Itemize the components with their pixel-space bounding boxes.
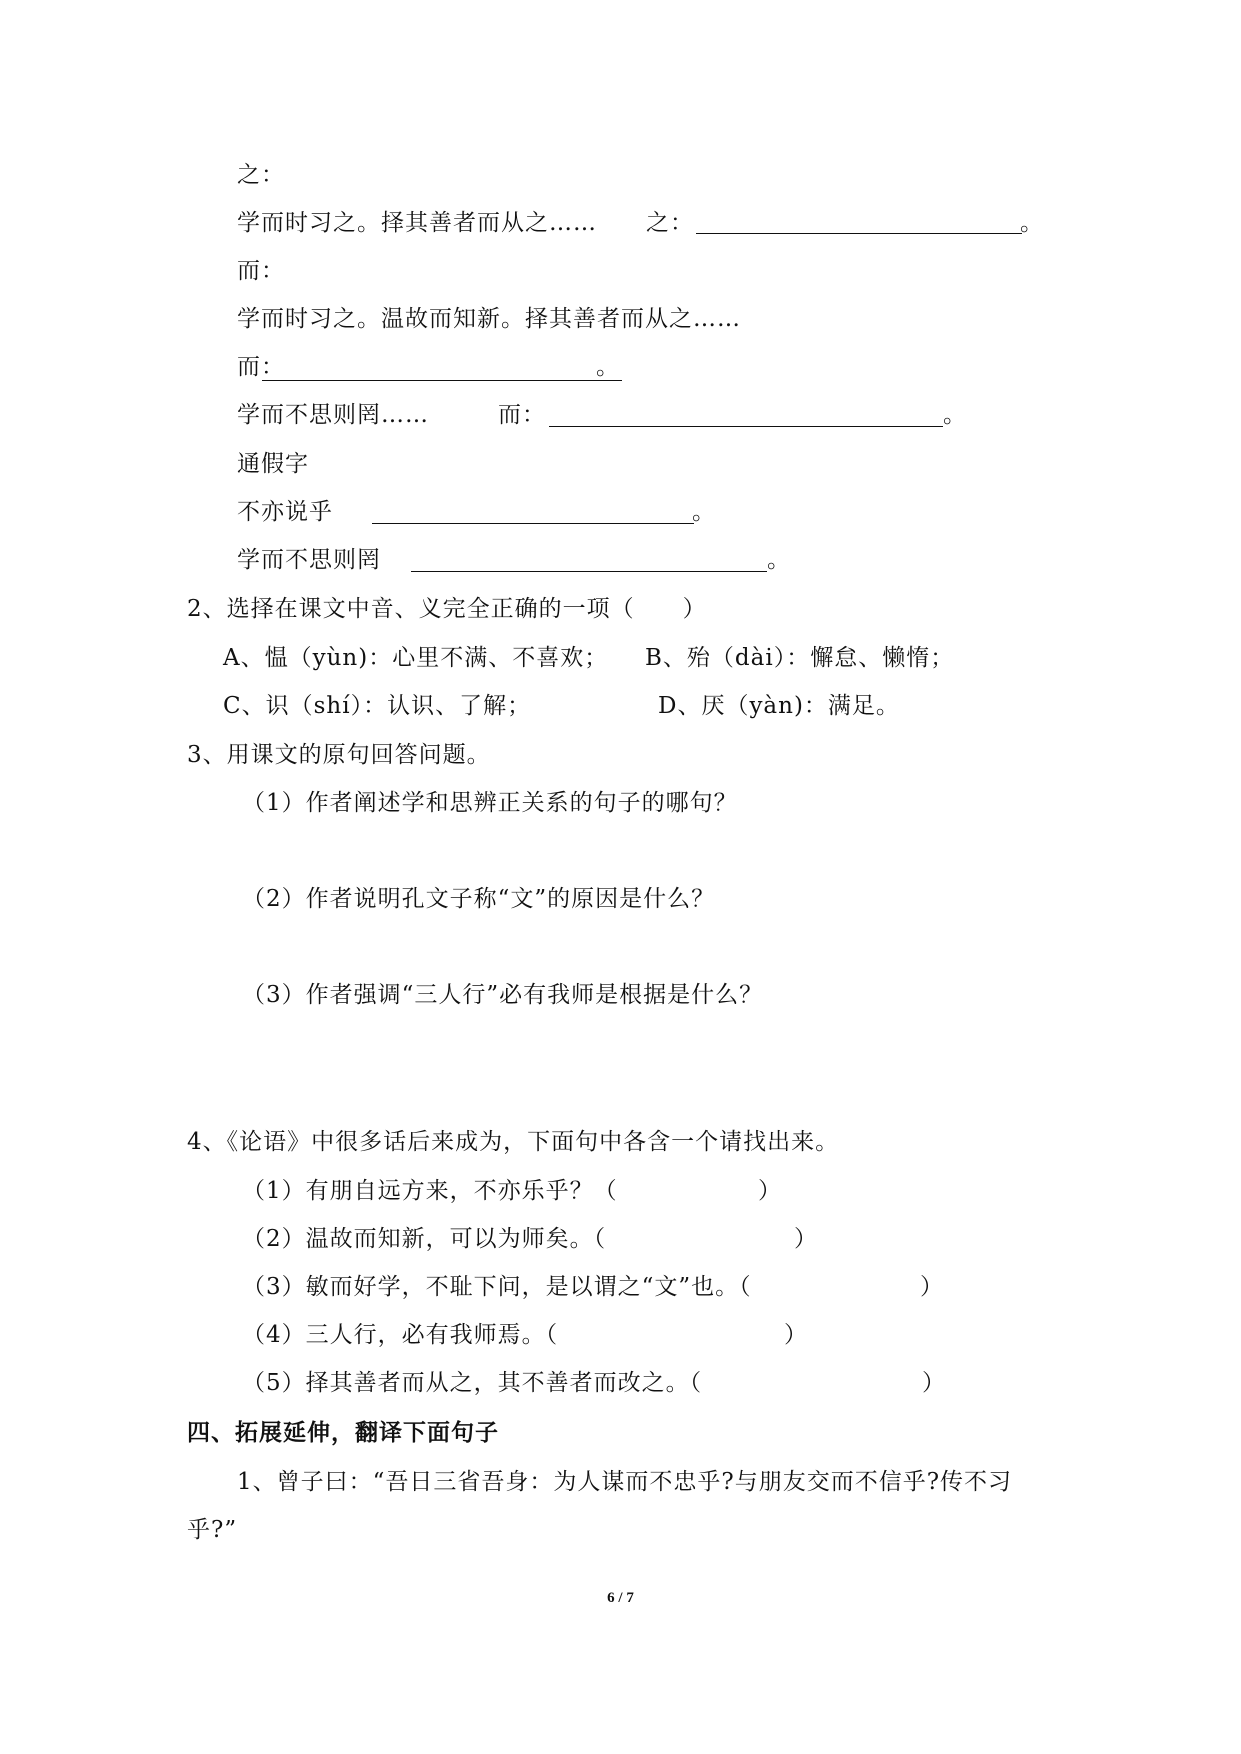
er-answer-period-2: 。 — [943, 402, 967, 428]
tongjia-period-2: 。 — [767, 547, 791, 573]
question-4-item-3: （3）敏而好学，不耻下问，是以谓之“文”也。（ — [242, 1274, 752, 1300]
question-4-item-5: （5）择其善者而从之，其不善者而改之。（ — [242, 1370, 703, 1396]
page-number: 6 / 7 — [607, 1590, 634, 1606]
option-d: D、厌（yàn)：满足。 — [658, 693, 900, 719]
question-4-item-2: （2）温故而知新，可以为师矣。（ — [242, 1226, 607, 1252]
section-4-heading: 四、拓展延伸，翻译下面句子 — [187, 1419, 499, 1446]
er-example-2: 学而不思则罔…… — [237, 402, 429, 428]
question-3-item-2: （2）作者说明孔文子称“文”的原因是什么？ — [242, 886, 716, 912]
question-4-title: 4、《论语》中很多话后来成为，下面句中各含一个请找出来。 — [187, 1129, 840, 1155]
zhi-answer-period: 。 — [1020, 210, 1044, 236]
er-answer-period-1: 。 — [596, 354, 620, 380]
option-a: A、愠（yùn)：心里不满、不喜欢； — [223, 645, 609, 671]
question-2-title: 2、选择在课文中音、义完全正确的一项（ ） — [187, 596, 707, 622]
section-4-item-1-line-1: 1、曾子曰：“吾日三省吾身：为人谋而不忠乎?与朋友交而不信乎?传不习 — [237, 1469, 1013, 1495]
question-4-item-5-close: ） — [922, 1370, 946, 1396]
option-c: C、识（shí）：认识、了解； — [223, 693, 532, 719]
question-4-item-1: （1）有朋自远方来，不亦乐乎？（ — [242, 1178, 618, 1204]
tongjia-blank-2[interactable] — [411, 571, 767, 572]
question-4-item-1-close: ） — [758, 1178, 782, 1204]
tongjia-blank-1[interactable] — [372, 523, 694, 524]
zhi-label: 之： — [237, 162, 285, 188]
section-4-item-1-line-2: 乎?” — [187, 1517, 238, 1543]
er-answer-label-1: 而： — [237, 354, 285, 380]
question-3-title: 3、用课文的原句回答问题。 — [187, 742, 491, 768]
er-label: 而： — [237, 258, 285, 284]
tongjia-item-2: 学而不思则罔 — [237, 547, 381, 573]
er-answer-blank-2[interactable] — [549, 426, 943, 427]
question-3-item-3: （3）作者强调“三人行”必有我师是根据是什么？ — [242, 982, 764, 1008]
er-answer-label-2: 而： — [498, 402, 546, 428]
question-4-item-2-close: ） — [794, 1226, 818, 1252]
option-b: B、殆（dài）：懈怠、懒惰； — [645, 645, 955, 671]
tongjia-item-1: 不亦说乎 — [237, 499, 333, 525]
er-answer-blank-1[interactable] — [262, 380, 622, 381]
tongjia-label: 通假字 — [237, 451, 309, 477]
er-example-1: 学而时习之。温故而知新。择其善者而从之…… — [237, 306, 741, 332]
question-3-item-1: （1）作者阐述学和思辨正关系的句子的哪句？ — [242, 790, 738, 816]
zhi-answer-blank[interactable] — [696, 233, 1022, 234]
question-4-item-3-close: ） — [920, 1274, 944, 1300]
question-4-item-4: （4）三人行，必有我师焉。（ — [242, 1322, 559, 1348]
zhi-example: 学而时习之。择其善者而从之…… — [237, 210, 597, 236]
question-4-item-4-close: ） — [784, 1322, 808, 1348]
tongjia-period-1: 。 — [692, 499, 716, 525]
zhi-answer-label: 之： — [646, 210, 694, 236]
